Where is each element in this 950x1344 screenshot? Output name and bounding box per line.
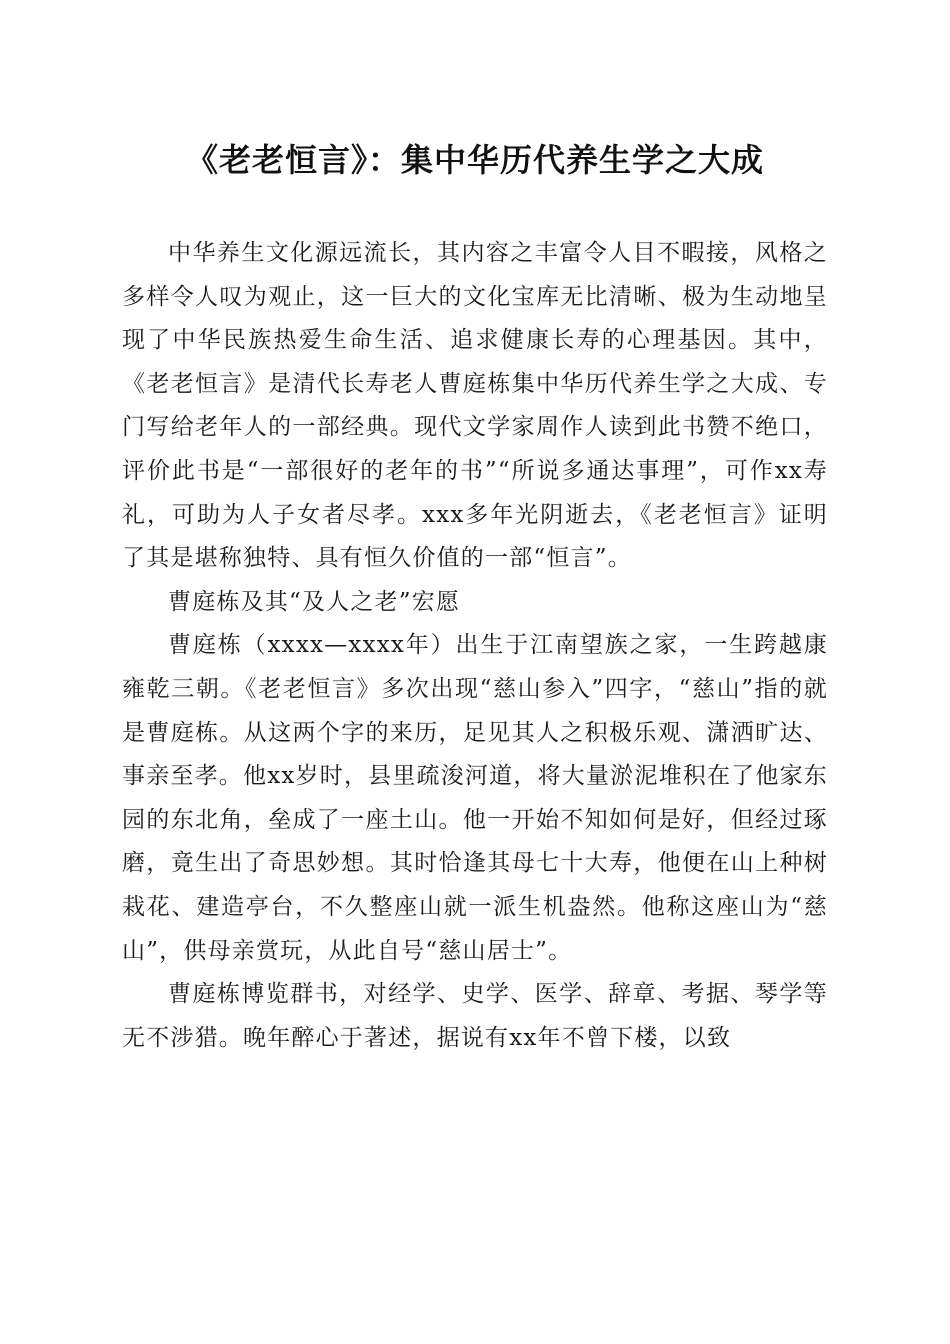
paragraph-intro: 中华养生文化源远流长，其内容之丰富令人目不暇接，风格之多样令人叹为观止，这一巨大的文化宝库无比清晰、极为生动地呈现了中华民族热爱生命生活、追求健康长寿的心理基因。其中，《老老恒言》是清代长寿老人曹庭栋集中华历代养生学之大成、专门写给老年人的一部经典。现代文学家周作人读到此书赞不绝口，评价此书是“一部很好的老年的书”“所说多通达事理”，可作xx寿礼，可助为人子女者尽孝。xxx多年光阴逝去，《老老恒言》证明了其是堪称独特、具有恒久价值的一部“恒言”。 bbox=[122, 240, 828, 572]
section-heading: 曹庭栋及其“及人之老”宏愿 bbox=[168, 588, 461, 615]
paragraph-scholarship: 曹庭栋博览群书，对经学、史学、医学、辞章、考据、琴学等无不涉猎。晚年醉心于著述，据说有xx年不曾下楼，以致 bbox=[122, 981, 828, 1051]
document-body bbox=[122, 232, 828, 1060]
document-title: 《老老恒言》：集中华历代养生学之大成 bbox=[185, 141, 764, 179]
paragraph-biography: 曹庭栋（xxxx—xxxx年）出生于江南望族之家，一生跨越康雍乾三朝。《老老恒言》多次出现“慈山参入”四字，“慈山”指的就是曹庭栋。从这两个字的来历，足见其人之积极乐观、潇洒旷达、事亲至孝。他xx岁时，县里疏浚河道，将大量淤泥堆积在了他家东园的东北角，垒成了一座土山。他一开始不知如何是好，但经过琢磨，竟生出了奇思妙想。其时恰逢其母七十大寿，他便在山上种树栽花、建造亭台，不久整座山就一派生机盎然。他称这座山为“慈山”，供母亲赏玩，从此自号“慈山居士”。 bbox=[122, 632, 828, 964]
